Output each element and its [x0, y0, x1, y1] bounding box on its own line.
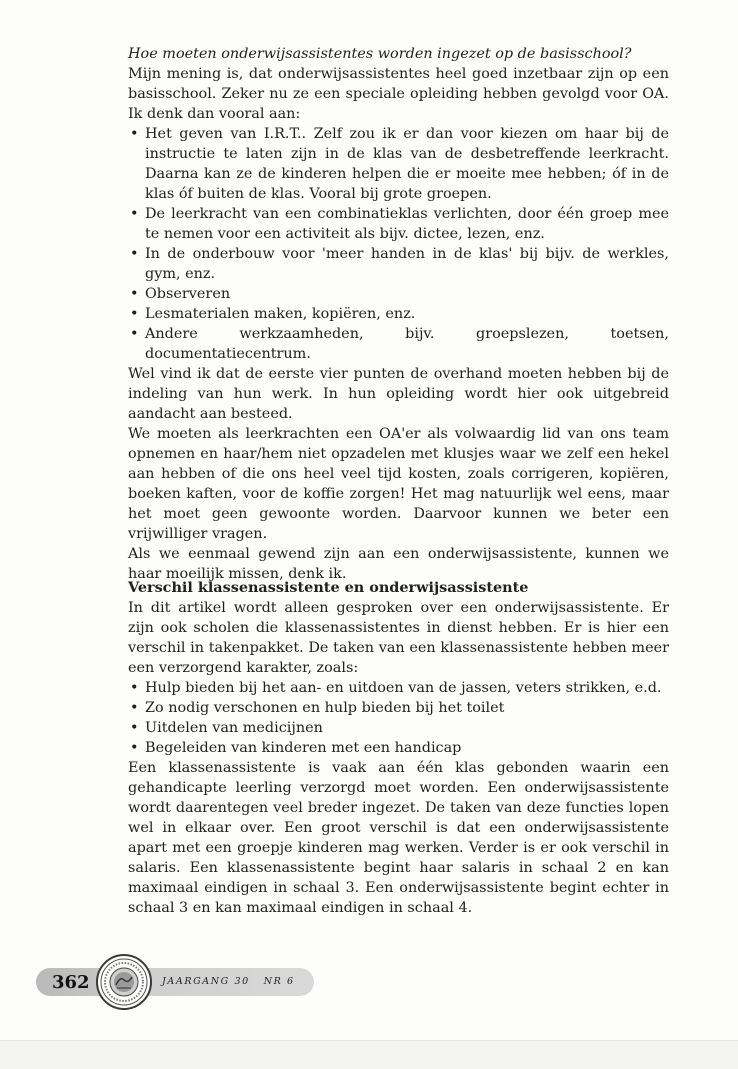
article-question: Hoe moeten onderwijsassistentes worden ingezet op de basisschool? [128, 46, 632, 62]
volume-label: JAARGANG 30 [162, 976, 250, 987]
list-item: • Zo nodig verschonen en hulp bieden bij het toilet [128, 698, 669, 718]
paragraph: Een klassenassistente is vaak aan één klas gebonden waarin een gehandicapte leerling verzorgd moet worden. Een onderwijsassistente wordt daarentegen veel breder ingezet. De taken van deze functies lopen wel in elkaar over. Een groot verschil is dat een onderwijsassistente apart met een groepje kinderen mag werken. Verder is er ook verschil in salaris. Een klassenassistente begint haar salaris in schaal 2 en kan maximaal eindigen in schaal 3. Een onderwijsassistente begint echter in schaal 3 en kan maximaal eindigen in schaal 4. [128, 760, 669, 916]
list-item: • Uitdelen van medicijnen [128, 718, 669, 738]
paragraph: In dit artikel wordt alleen gesproken over een onderwijsassistente. Er zijn ook scholen die klassenassistentes in dienst hebben. Er is hier een verschil in takenpakket. De taken van een klassenassistente hebben meer een verzorgend karakter, zoals: [128, 600, 669, 676]
list-item: • De leerkracht van een combinatieklas verlichten, door één groep mee te nemen voor een activiteit als bijv. dictee, lezen, enz. [128, 204, 669, 244]
list-item: • Hulp bieden bij het aan- en uitdoen van de jassen, veters strikken, e.d. [128, 678, 669, 698]
list-item: • Lesmaterialen maken, kopiëren, enz. [128, 304, 669, 324]
list-item: • Andere werkzaamheden, bijv. groepslezen, toetsen, documentatiecentrum. [128, 324, 669, 364]
care-task-list [128, 678, 669, 758]
list-item: • Het geven van I.R.T.. Zelf zou ik er dan voor kiezen om haar bij de instructie te laten zijn in de klas van de desbetreffende leerkracht. Daarna kan ze de kinderen helpen die er moeite mee hebben; óf in de klas óf buiten de klas. Vooral bij grote groepen. [128, 124, 669, 204]
list-item: • In de onderbouw voor 'meer handen in de klas' bij bijv. de werkles, gym, enz. [128, 244, 669, 284]
page-footer [36, 954, 336, 1014]
issue-label: NR 6 [263, 976, 295, 987]
journal-seal-icon [96, 954, 152, 1010]
list-item: • Begeleiden van kinderen met een handicap [128, 738, 669, 758]
article-column-bottom [128, 578, 669, 918]
section-heading: Verschil klassenassistente en onderwijsassistente [128, 579, 529, 596]
paragraph: We moeten als leerkrachten een OA'er als volwaardig lid van ons team opnemen en haar/hem niet opzadelen met klusjes waar we zelf een hekel aan hebben of die ons heel veel tijd kosten, zoals corrigeren, kopiëren, boeken kaften, voor de koffie zorgen! Het mag natuurlijk wel eens, maar het moet geen gewoonte worden. Daarvoor kunnen we beter een vrijwilliger vragen. [128, 426, 669, 542]
list-item: • Observeren [128, 284, 669, 304]
paragraph: Wel vind ik dat de eerste vier punten de overhand moeten hebben bij de indeling van hun werk. In hun opleiding wordt hier ook uitgebreid aandacht aan besteed. [128, 366, 669, 422]
journal-info [162, 976, 309, 987]
page-number: 362 [52, 972, 90, 993]
task-list [128, 124, 669, 364]
paragraph: Als we eenmaal gewend zijn aan een onderwijsassistente, kunnen we haar moeilijk missen, denk ik. [128, 546, 669, 582]
page-bottom-edge [0, 1040, 738, 1069]
article-intro: Mijn mening is, dat onderwijsassistentes heel goed inzetbaar zijn op een basisschool. Zeker nu ze een speciale opleiding hebben gevolgd voor OA. Ik denk dan vooral aan: [128, 66, 669, 122]
article-column-top [128, 44, 669, 584]
